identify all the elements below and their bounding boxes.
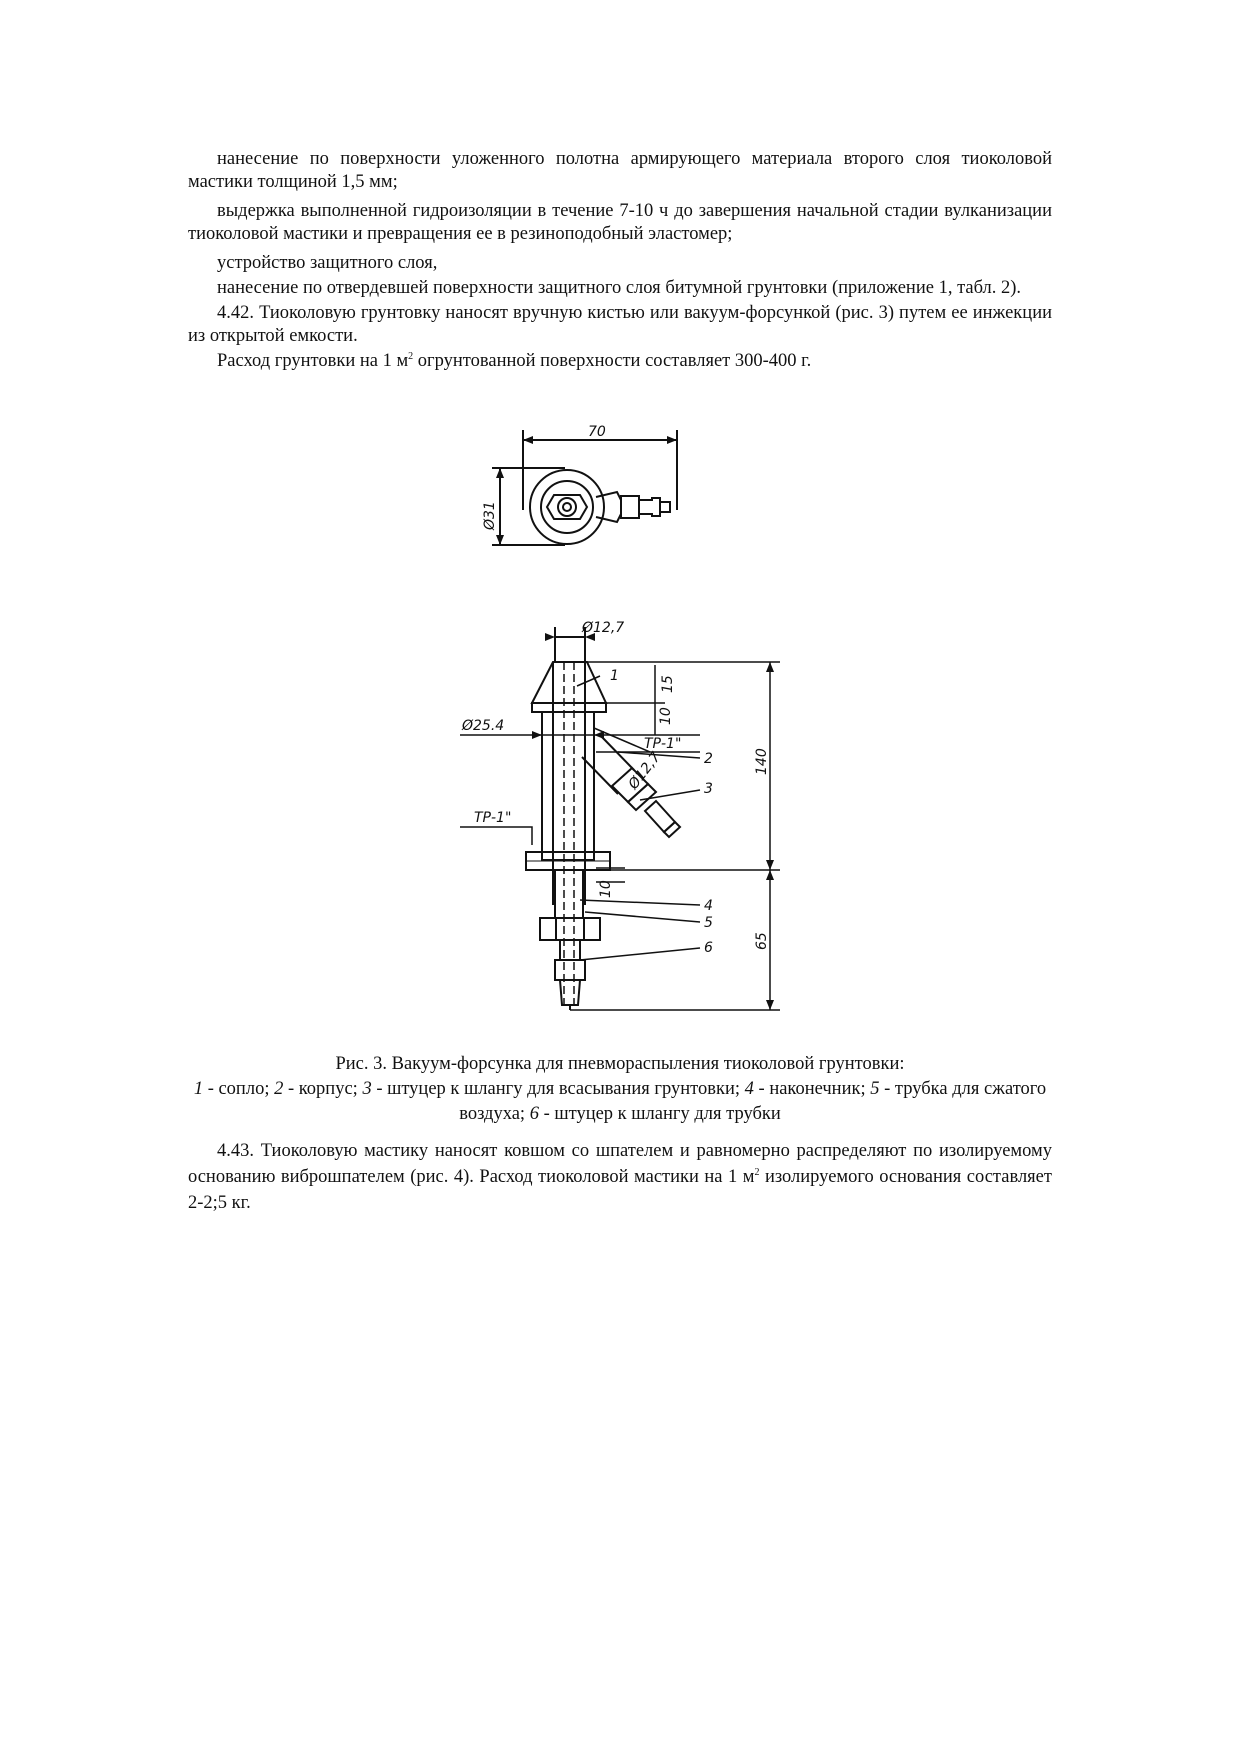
paragraph-5: 4.42. Тиоколовую грунтовку наносят вручную кистью или вакуум-форсункой (рис. 3) путем ее инжекции из открытой емкости. <box>188 303 1052 346</box>
caption-text-2: - корпус; <box>283 1079 363 1099</box>
paragraph-3: устройство защитного слоя, <box>217 253 438 273</box>
leader-2: 2 <box>704 751 713 767</box>
body <box>542 712 594 860</box>
leader-1: 1 <box>610 668 619 684</box>
caption-num-5: 5 <box>870 1079 880 1099</box>
label-15: 15 <box>660 675 676 693</box>
caption-text-6: - штуцер к шлангу для трубки <box>538 1104 781 1124</box>
nozzle <box>532 662 606 703</box>
label-thread-left: ТР-1" <box>474 810 512 826</box>
paragraph-4-43 <box>188 1138 1052 1216</box>
caption-num-3: 3 <box>362 1079 372 1099</box>
paragraph-2: выдержка выполненной гидроизоляции в течение 7-10 ч до завершения начальной стадии вулканизации тиоколовой мастики и превращения ее в резиноподобный эластомер; <box>188 201 1052 244</box>
label-70: 70 <box>588 424 606 440</box>
caption-num-4: 4 <box>744 1079 754 1099</box>
leader-3: 3 <box>704 781 713 797</box>
caption-text-1: - сопло; <box>203 1079 275 1099</box>
caption-text-5: - трубка для сжатого воздуха; <box>459 1079 1047 1124</box>
label-d12-top: Ø12,7 <box>582 620 625 636</box>
label-d25: Ø25.4 <box>462 718 505 734</box>
label-10-bottom: 10 <box>598 880 614 898</box>
leader-4: 4 <box>704 898 713 914</box>
label-d31: Ø31 <box>482 501 498 530</box>
caption-num-6: 6 <box>529 1104 539 1124</box>
figure-caption <box>188 1052 1052 1127</box>
consumption-text-b: огрунтованной поверхности составляет 300-400 г. <box>413 351 812 371</box>
label-10-top: 10 <box>658 707 674 725</box>
label-65: 65 <box>754 932 770 950</box>
paragraph-1: нанесение по поверхности уложенного полотна армирующего материала второго слоя тиоколовой мастики толщиной 1,5 мм; <box>188 149 1052 192</box>
nut <box>540 918 600 940</box>
fitting <box>560 940 580 960</box>
caption-legend <box>188 1077 1052 1127</box>
leader-5: 5 <box>704 915 713 931</box>
consumption-sup: 2 <box>408 351 414 362</box>
leader-6: 6 <box>704 940 713 956</box>
top-view <box>492 430 677 545</box>
caption-num-1: 1 <box>193 1079 204 1099</box>
label-140: 140 <box>754 748 770 775</box>
text-block-bottom <box>188 1138 1052 1218</box>
tip <box>555 870 583 918</box>
mastic-text-a: 4.43. Тиоколовую мастику наносят ковшом со шпателем и равномерно распределяют по изолируемому основанию виброшпателем (рис. 4). Расход тиоколовой мастики на 1 м <box>188 1141 1052 1187</box>
caption-num-2: 2 <box>274 1079 284 1099</box>
branch-tube <box>582 735 634 794</box>
caption-text-3: - штуцер к шлангу для всасывания грунтовки; <box>371 1079 745 1099</box>
consumption-text-a: Расход грунтовки на 1 м <box>217 351 409 371</box>
label-thread-right: ТР-1" <box>644 736 682 752</box>
paragraph-4: нанесение по отвердевшей поверхности защитного слоя битумной грунтовки (приложение 1, табл. 2). <box>217 278 1022 298</box>
mastic-text-b: изолируемого основания составляет 2-2;5 кг. <box>188 1167 1052 1213</box>
mastic-sup: 2 <box>754 1167 760 1178</box>
label-d12-branch: Ø12,7 <box>625 749 665 793</box>
caption-title: Рис. 3. Вакуум-форсунка для пневмораспыления тиоколовой грунтовки: <box>335 1054 905 1074</box>
caption-text-4: - наконечник; <box>753 1079 871 1099</box>
